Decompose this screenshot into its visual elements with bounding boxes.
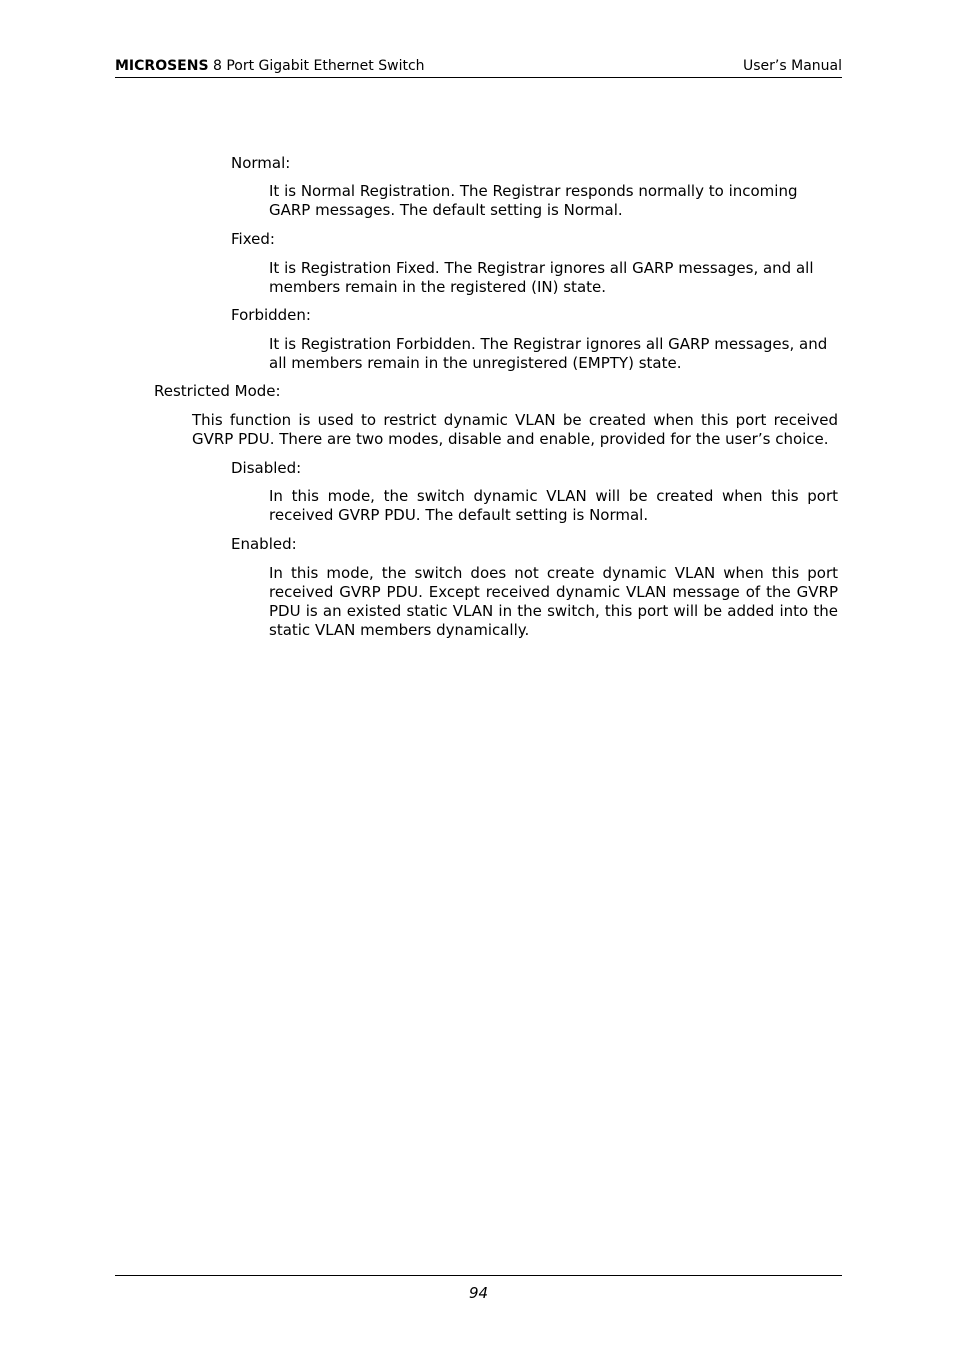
desc-enabled: In this mode, the switch does not create dynamic VLAN when this port received GVRP PDU. Except received dynamic VLAN message of the GVRP PDU is an existed static VLAN in the switch, this port will be added into the static VLAN members dynamically. (269, 564, 838, 639)
desc-normal: It is Normal Registration. The Registrar responds normally to incoming GARP messages. The default setting is Normal. (269, 182, 798, 219)
term-forbidden: Forbidden: (231, 306, 311, 324)
header-manual-title: User’s Manual (743, 58, 842, 74)
header-product-title (115, 57, 425, 75)
desc-fixed: It is Registration Fixed. The Registrar ignores all GARP messages, and all members remain in the registered (IN) state. (269, 259, 814, 296)
desc-restricted-mode: This function is used to restrict dynamic VLAN be created when this port received GVRP PDU. There are two modes, disable and enable, provided for the user’s choice. (192, 411, 838, 448)
term-disabled: Disabled: (231, 459, 302, 477)
page-number: 94 (468, 1284, 489, 1302)
page-header (115, 57, 842, 78)
header-brand: MICROSENS (115, 58, 209, 74)
term-restricted-mode: Restricted Mode: (154, 382, 281, 400)
term-normal: Normal: (231, 154, 291, 172)
term-fixed: Fixed: (231, 230, 275, 248)
desc-disabled: In this mode, the switch dynamic VLAN will be created when this port received GVRP PDU. The default setting is Normal. (269, 487, 838, 524)
header-product: 8 Port Gigabit Ethernet Switch (208, 58, 425, 74)
footer-divider (115, 1275, 842, 1276)
term-enabled: Enabled: (231, 535, 297, 553)
desc-forbidden: It is Registration Forbidden. The Registrar ignores all GARP messages, and all members remain in the unregistered (EMPTY) state. (269, 335, 828, 372)
